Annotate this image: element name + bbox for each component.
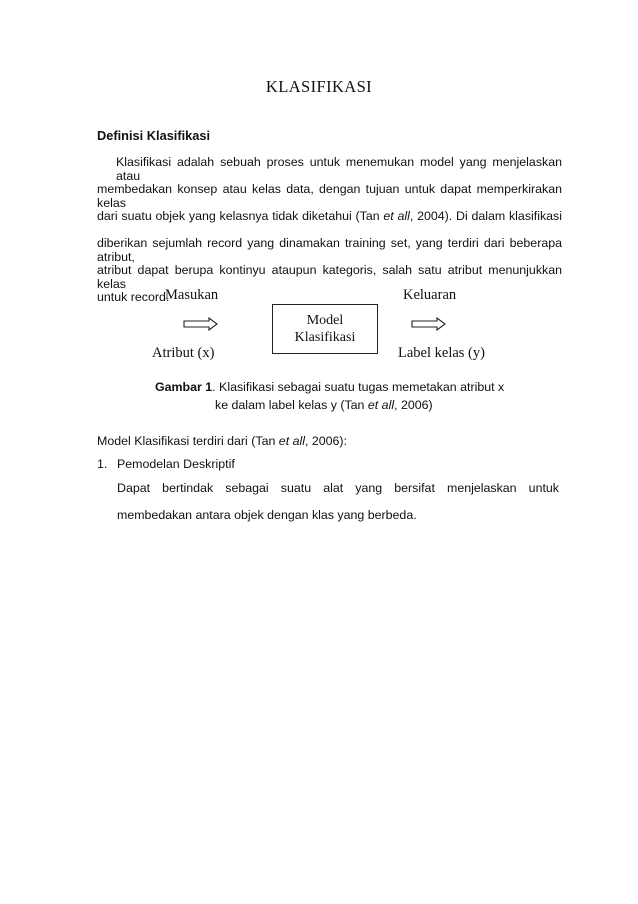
model-intro: [97, 434, 347, 448]
right-arrow-icon: [411, 317, 447, 331]
model-box-line: Klasifikasi: [294, 330, 356, 345]
caption-text: , 2006): [394, 398, 433, 412]
list-number: 1.: [97, 457, 108, 471]
intro-text: , 2006):: [304, 434, 348, 448]
caption-text: ke dalam label kelas y (Tan: [215, 398, 368, 412]
page-title: KLASIFIKASI: [265, 77, 373, 96]
caption-citation: et all: [367, 398, 395, 412]
section-heading: Definisi Klasifikasi: [97, 128, 211, 143]
paragraph-line: diberikan sejumlah record yang dinamakan training set, yang terdiri dari beberapa atribut,: [97, 236, 562, 264]
caption-label: Gambar 1: [155, 380, 213, 394]
model-box-line: Model: [306, 313, 344, 328]
model-box: [272, 304, 378, 354]
list-item-title: Pemodelan Deskriptif: [117, 457, 235, 471]
caption-line: [155, 380, 504, 394]
intro-text: Model Klasifikasi terdiri dari (Tan: [97, 434, 279, 448]
intro-citation: et all: [278, 434, 305, 448]
input-label: Masukan: [165, 287, 219, 303]
list-item-text: membedakan antara objek dengan klas yang berbeda.: [117, 508, 417, 522]
list-item-text: Dapat bertindak sebagai suatu alat yang bersifat menjelaskan untuk: [117, 481, 559, 495]
output-sub-label: Label kelas (y): [398, 345, 485, 361]
output-label: Keluaran: [403, 287, 457, 303]
caption-line: [215, 398, 433, 412]
caption-text: . Klasifikasi sebagai suatu tugas memetakan atribut x: [212, 380, 505, 394]
paragraph-line: Klasifikasi adalah sebuah proses untuk menemukan model yang menjelaskan atau: [116, 155, 562, 183]
paragraph-line: dari suatu objek yang kelasnya tidak diketahui (Tan et all, 2004). Di dalam klasifikasi: [97, 209, 563, 223]
right-arrow-icon: [183, 317, 219, 331]
paragraph-line: atribut dapat berupa kontinyu ataupun kategoris, salah satu atribut menunjukkan kelas: [97, 263, 562, 291]
paragraph-line: untuk record.: [97, 290, 170, 304]
paragraph-line: membedakan konsep atau kelas data, dengan tujuan untuk dapat memperkirakan kelas: [97, 182, 562, 210]
input-sub-label: Atribut (x): [152, 345, 215, 361]
